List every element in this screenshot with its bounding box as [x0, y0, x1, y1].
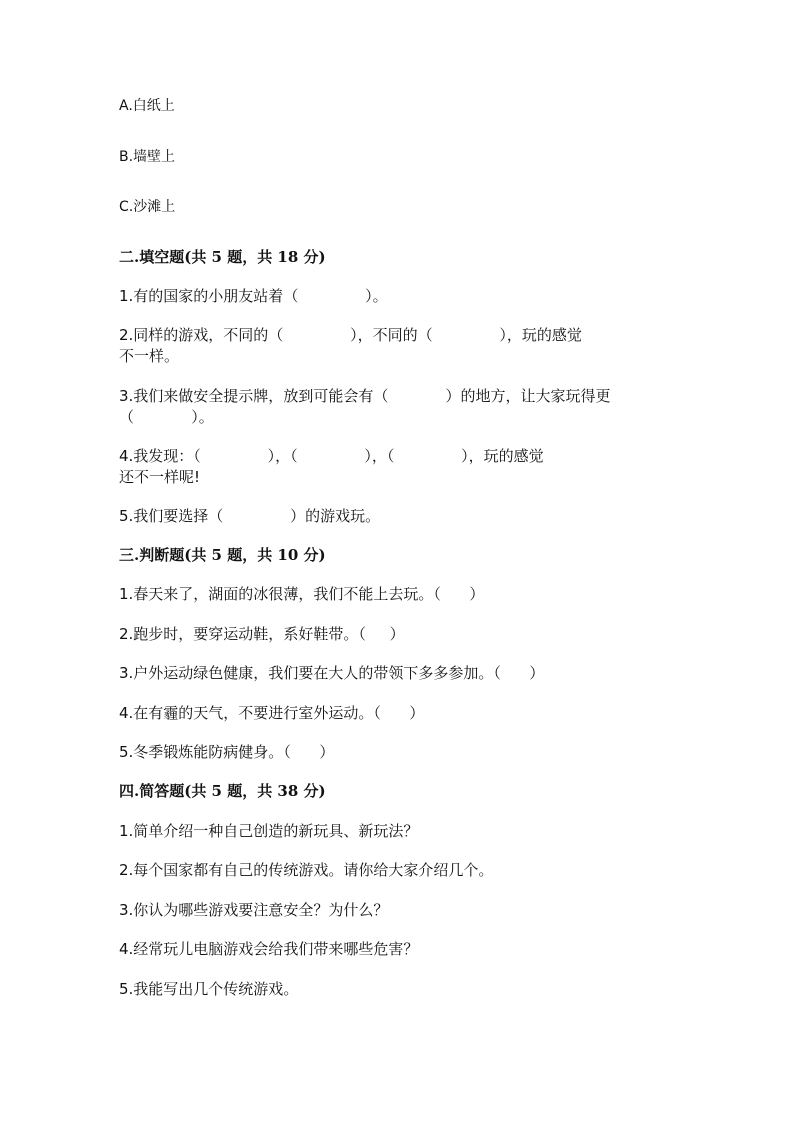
section-heading-true-false: 三.判断题(共 5 题，共 10 分) [119, 546, 326, 564]
fill-question-3: 3.我们来做安全提示牌，放到可能会有（ ）的地方，让大家玩得更 [119, 387, 611, 405]
fill-question-5: 5.我们要选择（ ）的游戏玩。 [119, 507, 381, 525]
judge-question-5: 5.冬季锻炼能防病健身。（ ） [119, 743, 335, 761]
section-heading-short-answer: 四.简答题(共 5 题，共 38 分) [119, 782, 326, 800]
fill-question-3-cont: （ ）。 [119, 408, 214, 426]
judge-question-4: 4.在有霾的天气，不要进行室外运动。（ ） [119, 704, 425, 722]
short-question-1: 1.简单介绍一种自己创造的新玩具、新玩法？ [119, 822, 419, 840]
judge-question-1: 1.春天来了，湖面的冰很薄，我们不能上去玩。（ ） [119, 585, 485, 603]
section-heading-fill-in: 二.填空题(共 5 题，共 18 分) [119, 248, 326, 266]
short-question-4: 4.经常玩儿电脑游戏会给我们带来哪些危害？ [119, 940, 419, 958]
option-a: A.白纸上 [119, 98, 175, 114]
fill-question-4-cont: 还不一样呢! [119, 468, 201, 486]
fill-question-2-cont: 不一样。 [119, 347, 180, 365]
judge-question-3: 3.户外运动绿色健康，我们要在大人的带领下多多参加。（ ） [119, 664, 545, 682]
fill-question-1: 1.有的国家的小朋友站着（ ）。 [119, 287, 388, 305]
fill-question-2: 2.同样的游戏，不同的（ ），不同的（ ），玩的感觉 [119, 326, 582, 344]
option-b: B.墙壁上 [119, 149, 176, 165]
fill-question-4: 4.我发现：（ ），（ ），（ ），玩的感觉 [119, 447, 544, 465]
judge-question-2: 2.跑步时，要穿运动鞋，系好鞋带。（ ） [119, 625, 405, 643]
option-c: C.沙滩上 [119, 199, 176, 215]
short-question-2: 2.每个国家都有自己的传统游戏。请你给大家介绍几个。 [119, 861, 494, 879]
short-question-5: 5.我能写出几个传统游戏。 [119, 980, 299, 998]
short-question-3: 3.你认为哪些游戏要注意安全？为什么？ [119, 901, 389, 919]
